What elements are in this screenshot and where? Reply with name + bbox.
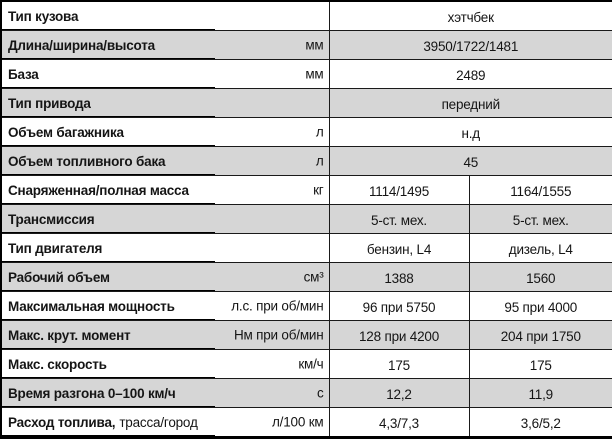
table-row <box>1 408 612 438</box>
spec-value-merged: н.д <box>329 118 612 147</box>
table-row <box>1 147 612 176</box>
spec-label: Расход топлива, <box>8 414 116 430</box>
spec-label-cell <box>1 89 329 118</box>
spec-value-diesel: 3,6/5,2 <box>469 408 612 438</box>
spec-unit: Нм при об/мин <box>233 327 324 343</box>
table-row <box>1 89 612 118</box>
spec-value-petrol: 4,3/7,3 <box>329 408 469 438</box>
spec-value-petrol: 5-ст. мех. <box>329 205 469 234</box>
spec-value-merged: передний <box>329 89 612 118</box>
spec-label-cell <box>1 60 329 89</box>
spec-value-petrol: 1114/1495 <box>329 176 469 205</box>
spec-value-petrol: 128 при 4200 <box>329 321 469 350</box>
spec-label-cell <box>1 292 329 321</box>
spec-unit: л.с. при об/мин <box>231 298 324 314</box>
spec-value-diesel: дизель, L4 <box>469 234 612 263</box>
spec-unit: л <box>315 124 324 140</box>
spec-value-diesel: 5-ст. мех. <box>469 205 612 234</box>
spec-label-cell <box>1 408 329 438</box>
spec-label-cell <box>1 263 329 292</box>
table-row <box>1 321 612 350</box>
spec-label-cell <box>1 205 329 234</box>
spec-value-petrol: 175 <box>329 350 469 379</box>
spec-label-cell <box>1 379 329 408</box>
spec-label: Тип двигателя <box>8 240 103 256</box>
table-row <box>1 60 612 89</box>
spec-label: Тип привода <box>8 95 91 111</box>
spec-label: Максимальная мощность <box>8 298 175 314</box>
spec-label-cell <box>1 176 329 205</box>
spec-unit: л/100 км <box>272 414 324 430</box>
spec-value-petrol: 1388 <box>329 263 469 292</box>
spec-value-diesel: 11,9 <box>469 379 612 408</box>
spec-value-merged: 2489 <box>329 60 612 89</box>
spec-label-cell <box>1 234 329 263</box>
spec-value-diesel: 1560 <box>469 263 612 292</box>
spec-label: Трансмиссия <box>8 211 95 227</box>
table-row <box>1 379 612 408</box>
spec-value-merged: хэтчбек <box>329 1 612 31</box>
spec-value-diesel: 1164/1555 <box>469 176 612 205</box>
table-row <box>1 205 612 234</box>
spec-unit: мм <box>305 37 324 53</box>
spec-value-merged: 3950/1722/1481 <box>329 31 612 60</box>
spec-label-cell <box>1 1 329 31</box>
table-row <box>1 292 612 321</box>
table-row <box>1 234 612 263</box>
spec-label-cell <box>1 31 329 60</box>
spec-unit: с <box>316 385 324 401</box>
spec-value-merged: 45 <box>329 147 612 176</box>
spec-value-diesel: 175 <box>469 350 612 379</box>
spec-label: Макс. скорость <box>8 356 107 372</box>
spec-label: Снаряженная/полная масса <box>8 182 189 198</box>
spec-label: Макс. крут. момент <box>8 327 131 343</box>
table-row <box>1 118 612 147</box>
spec-value-petrol: бензин, L4 <box>329 234 469 263</box>
spec-label: База <box>8 66 39 82</box>
spec-label-cell <box>1 147 329 176</box>
spec-label: Тип кузова <box>8 8 79 24</box>
table-row <box>1 176 612 205</box>
spec-label-suffix: трасса/город <box>119 414 198 430</box>
spec-value-petrol: 96 при 5750 <box>329 292 469 321</box>
spec-unit: л <box>315 153 324 169</box>
spec-unit: км/ч <box>298 356 324 372</box>
spec-label: Время разгона 0–100 км/ч <box>8 385 176 401</box>
spec-label-cell <box>1 118 329 147</box>
spec-value-petrol: 12,2 <box>329 379 469 408</box>
spec-value-diesel: 204 при 1750 <box>469 321 612 350</box>
table-row <box>1 350 612 379</box>
spec-unit: см³ <box>303 269 324 285</box>
spec-unit: мм <box>305 66 324 82</box>
spec-label: Объем топливного бака <box>8 153 166 169</box>
spec-label: Длина/ширина/высота <box>8 37 155 53</box>
spec-label: Объем багажника <box>8 124 124 140</box>
spec-label: Рабочий объем <box>8 269 110 285</box>
spec-label-cell <box>1 321 329 350</box>
spec-label-cell <box>1 350 329 379</box>
spec-unit: кг <box>313 182 324 198</box>
table-row <box>1 31 612 60</box>
table-row <box>1 263 612 292</box>
table-row <box>1 1 612 31</box>
spec-value-diesel: 95 при 4000 <box>469 292 612 321</box>
